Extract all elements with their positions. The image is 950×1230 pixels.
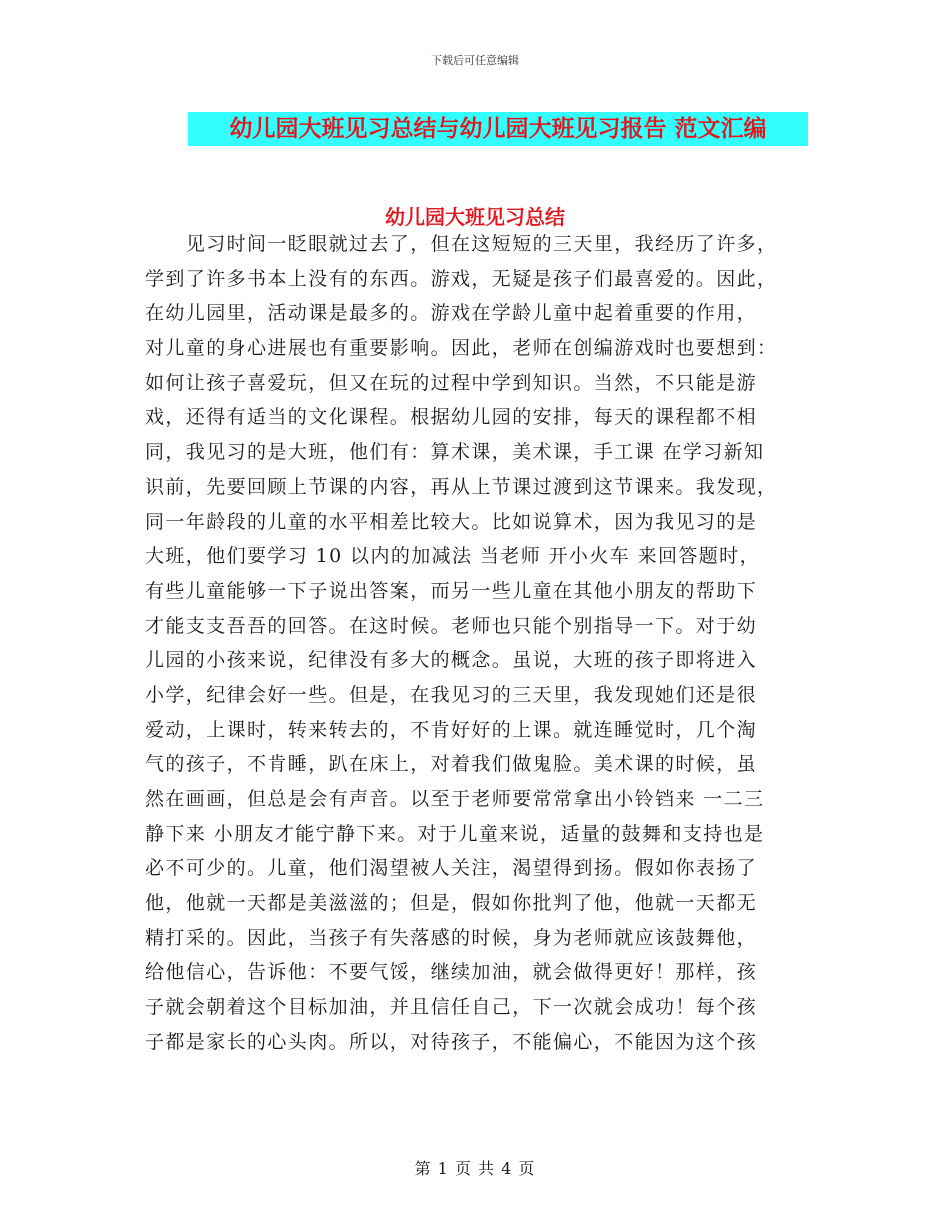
body-line: 识前，先要回顾上节课的内容，再从上节课过渡到这节课来。我发现， (145, 475, 778, 498)
body-line: 精打采的。因此，当孩子有失落感的时候，身为老师就应该鼓舞他， (145, 926, 758, 949)
section-title: 幼儿园大班见习总结 (385, 205, 565, 229)
body-line: 学到了许多书本上没有的东西。游戏，无疑是孩子们最喜爱的。因此， (145, 267, 778, 290)
body-line: 必不可少的。儿童，他们渴望被人关注，渴望得到扬。假如你表扬了 (145, 857, 758, 880)
body-line: 对儿童的身心进展也有重要影响。因此，老师在创编游戏时也要想到： (145, 337, 778, 360)
body-line: 子都是家长的心头肉。所以，对待孩子，不能偏心，不能因为这个孩 (145, 1030, 758, 1053)
body-line: 在幼儿园里，活动课是最多的。游戏在学龄儿童中起着重要的作用， (145, 302, 758, 325)
body-line: 儿园的小孩来说，纪律没有多大的概念。虽说，大班的孩子即将进入 (145, 649, 758, 672)
document-title: 幼儿园大班见习总结与幼儿园大班见习报告 范文汇编 (229, 115, 767, 142)
body-paragraph (145, 227, 810, 1060)
body-line: 戏，还得有适当的文化课程。根据幼儿园的安排，每天的课程都不相 (145, 406, 758, 429)
body-line: 如何让孩子喜爱玩，但又在玩的过程中学到知识。当然，不只能是游 (145, 371, 758, 394)
body-line: 有些儿童能够一下子说出答案，而另一些儿童在其他小朋友的帮助下 (145, 579, 758, 602)
body-line: 才能支支吾吾的回答。在这时候。老师也只能个别指导一下。对于幼 (145, 614, 758, 637)
body-line: 他，他就一天都是美滋滋的；但是，假如你批判了他，他就一天都无 (145, 892, 758, 915)
body-line: 静下来 小朋友才能宁静下来。对于儿童来说，适量的鼓舞和支持也是 (145, 822, 765, 845)
body-line: 大班，他们要学习 10 以内的加减法 当老师 开小火车 来回答题时， (145, 545, 760, 568)
body-line: 同，我见习的是大班，他们有：算术课，美术课，手工课 在学习新知 (145, 441, 765, 464)
page-header-note: 下载后可任意编辑 (431, 54, 519, 67)
body-line: 同一年龄段的儿童的水平相差比较大。比如说算术，因为我见习的是 (145, 510, 758, 533)
body-line: 然在画画，但总是会有声音。以至于老师要常常拿出小铃铛来 一二三 (145, 788, 765, 810)
body-line: 见习时间一眨眼就过去了，但在这短短的三天里，我经历了许多， (145, 233, 778, 255)
page-footer: 第 1 页 共 4 页 (414, 1159, 536, 1178)
body-line: 给他信心，告诉他：不要气馁，继续加油，就会做得更好！那样，孩 (145, 961, 758, 984)
body-line: 气的孩子，不肯睡，趴在床上，对着我们做鬼脸。美术课的时候，虽 (145, 753, 758, 776)
body-line: 子就会朝着这个目标加油，并且信任自己，下一次就会成功！每个孩 (145, 996, 758, 1019)
document-title-highlight (188, 112, 808, 146)
body-line: 爱动，上课时，转来转去的，不肯好好的上课。就连睡觉时，几个淘 (145, 718, 758, 741)
body-line: 小学，纪律会好一些。但是，在我见习的三天里，我发现她们还是很 (145, 683, 758, 706)
